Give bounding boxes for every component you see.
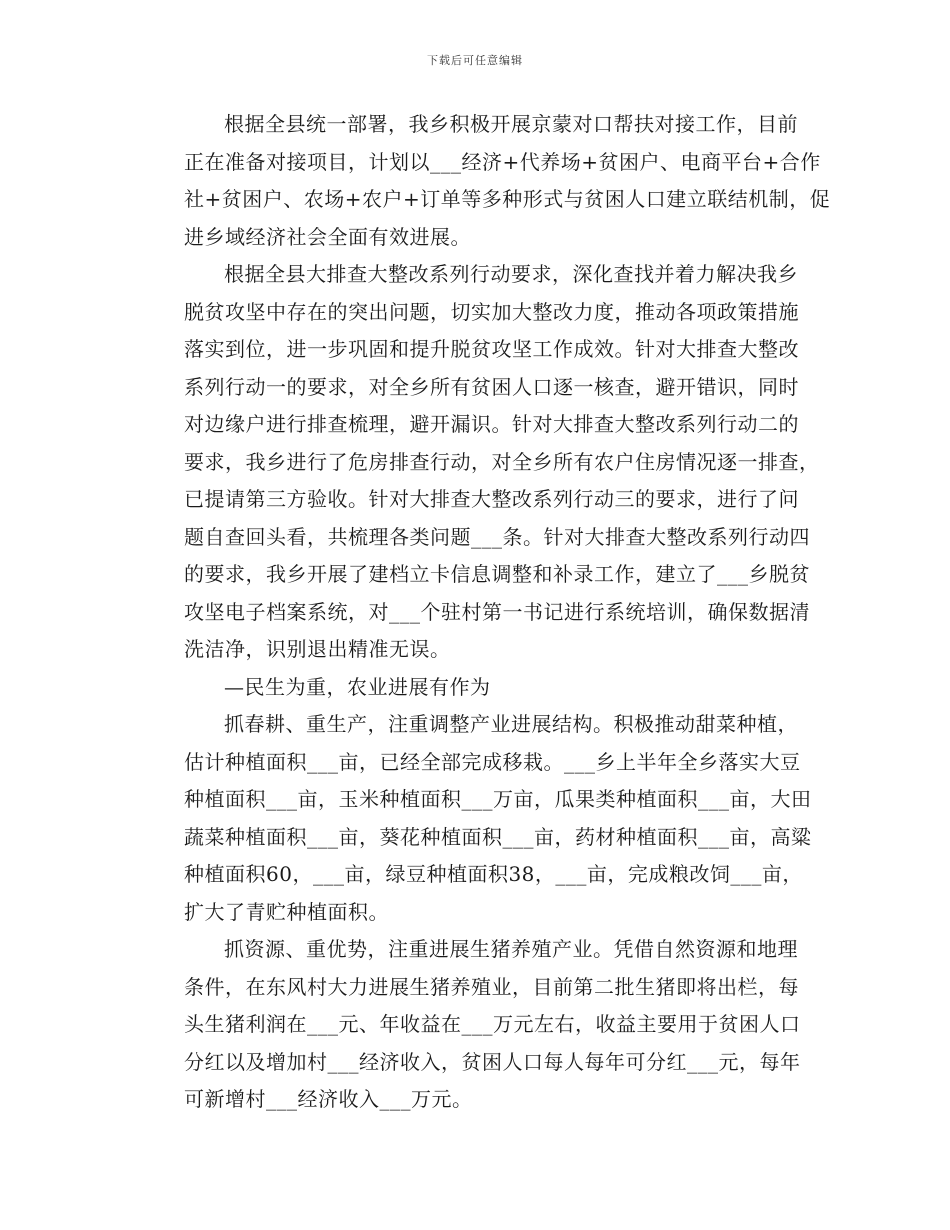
header-note: 下载后可任意编辑	[427, 54, 523, 67]
document-body	[144, 106, 831, 1119]
text-line: 种植面积___亩，玉米种植面积___万亩，瓜果类种植面积___亩，大田	[184, 787, 812, 811]
paragraph-2	[144, 256, 820, 669]
text-line: 正在准备对接项目，计划以___经济+代养场+贫困户、电商平台+合作	[184, 149, 821, 174]
paragraph-1	[144, 106, 831, 256]
text-line: 抓春耕、重生产，注重调整产业进展结构。积极推动甜菜种植，	[224, 712, 798, 736]
text-line: 条件，在东风村大力进展生猪养殖业，目前第二批生猪即将出栏，每	[184, 974, 799, 999]
text-line: 种植面积60，___亩，绿豆种植面积38，___亩，完成粮改饲___亩，	[184, 862, 803, 886]
text-line: 已提请第三方验收。针对大排查大整改系列行动三的要求，进行了问	[184, 487, 799, 511]
text-line: 落实到位，进一步巩固和提升脱贫攻坚工作成效。针对大排查大整改	[184, 337, 799, 361]
paragraph-3	[144, 706, 816, 931]
text-line: 题自查回头看，共梳理各类问题___条。针对大排查大整改系列行动四	[184, 524, 810, 549]
section-heading	[144, 669, 816, 707]
text-line: 估计种植面积___亩，已经全部完成移栽。___乡上半年全乡落实大豆	[184, 749, 801, 774]
text-line: 根据全县统一部署，我乡积极开展京蒙对口帮扶对接工作，目前	[224, 112, 798, 136]
text-line: 要求，我乡进行了危房排查行动，对全乡所有农户住房情况逐一排查，	[184, 449, 820, 474]
section-heading-text: —民生为重，农业进展有作为	[224, 674, 491, 699]
text-line: 的要求，我乡开展了建档立卡信息调整和补录工作，建立了___乡脱贫	[184, 562, 810, 586]
text-line: 系列行动一的要求，对全乡所有贫困人口逐一核查，避开错识，同时	[184, 374, 799, 399]
text-line: 头生猪利润在___元、年收益在___万元左右，收益主要用于贫困人口	[184, 1012, 801, 1036]
text-line: 进乡域经济社会全面有效进展。	[184, 224, 471, 249]
text-line: 对边缘户进行排查梳理，避开漏识。针对大排查大整改系列行动二的	[184, 412, 799, 436]
paragraph-4	[144, 931, 816, 1119]
text-line: 攻坚电子档案系统，对___个驻村第一书记进行系统培训，确保数据清	[184, 599, 810, 624]
text-line: 可新增村___经济收入___万元。	[184, 1087, 473, 1111]
text-line: 根据全县大排查大整改系列行动要求，深化查找并着力解决我乡	[224, 262, 798, 286]
text-line: 分红以及增加村___经济收入，贫困人口每人每年可分红___元，每年	[184, 1049, 801, 1074]
text-line: 社+贫困户、农场+农户+订单等多种形式与贫困人口建立联结机制，促	[184, 187, 831, 211]
text-line: 脱贫攻坚中存在的突出问题，切实加大整改力度，推动各项政策措施	[184, 299, 799, 324]
text-line: 蔬菜种植面积___亩，葵花种植面积___亩，药材种植面积___亩，高粱	[184, 824, 812, 849]
text-line: 抓资源、重优势，注重进展生猪养殖产业。凭借自然资源和地理	[224, 937, 798, 961]
text-line: 洗洁净，识别退出精准无误。	[184, 637, 451, 661]
text-line: 扩大了青贮种植面积。	[184, 899, 389, 924]
